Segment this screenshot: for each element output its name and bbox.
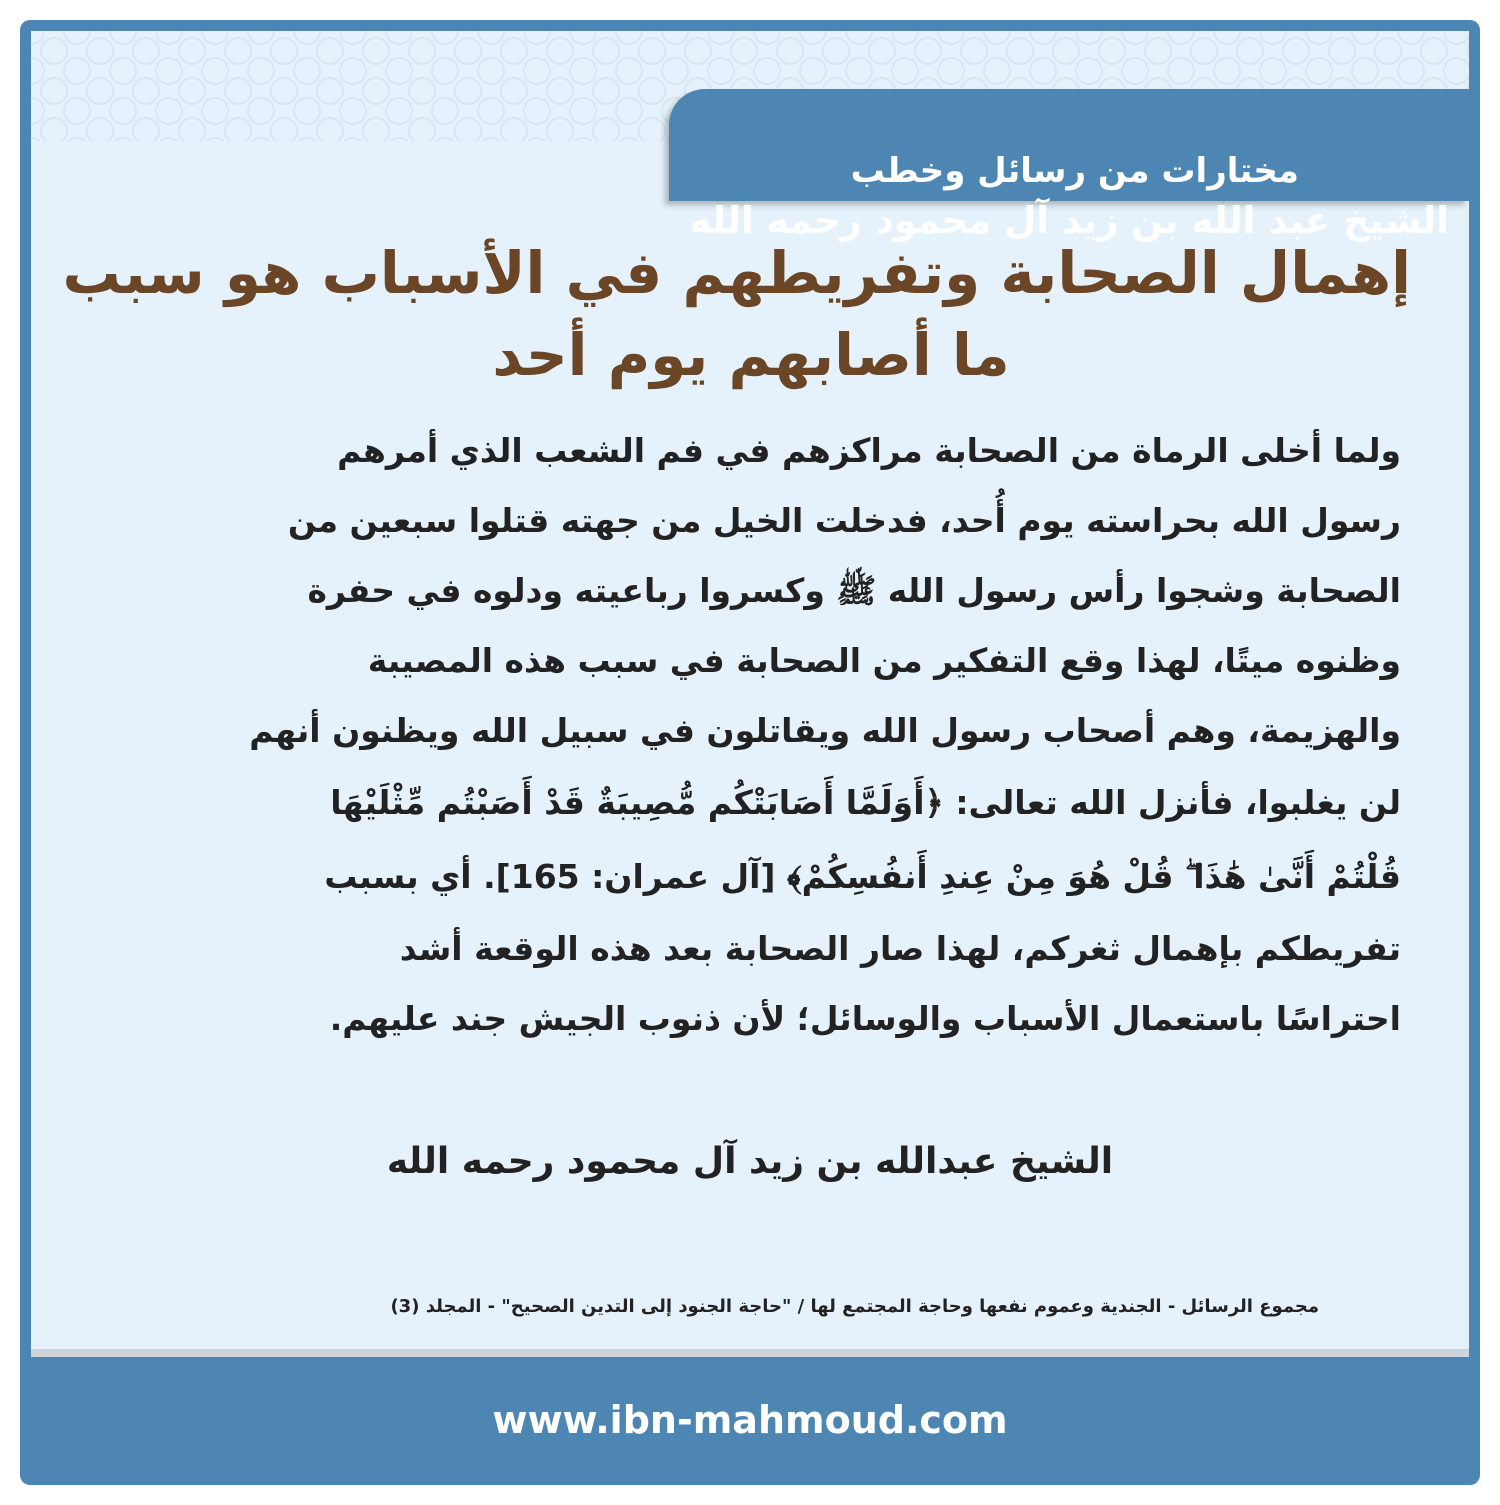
header-banner [669, 89, 1469, 242]
body-line: رسول الله بحراسته يوم أُحد، فدخلت الخيل من جهته قتلوا سبعين من [287, 501, 1401, 540]
body-line-quran: لن يغلبوا، فأنزل الله تعالى: ﴿أَوَلَمَّا أَصَابَتْكُم مُّصِيبَةٌ قَدْ أَصَبْتُم مِّثْلَيْهَا [330, 783, 1401, 822]
article-title-line-1: إهمال الصحابة وتفريطهم في الأسباب هو سبب [62, 239, 1411, 307]
body-line: ولما أخلى الرماة من الصحابة مراكزهم في فم الشعب الذي أمرهم [337, 431, 1401, 470]
source-citation: مجموع الرسائل - الجندية وعموم نفعها وحاجة المجتمع لها / "حاجة الجنود إلى التدين الصحيح" - المجلد (3) [390, 1296, 1319, 1317]
author-signature: الشيخ عبدالله بن زيد آل محمود رحمه الله [386, 1141, 1114, 1182]
article-title-line-2: ما أصابهم يوم أحد [492, 321, 1010, 389]
body-line: والهزيمة، وهم أصحاب رسول الله ويقاتلون في سبيل الله ويظنون أنهم [249, 711, 1401, 750]
header-subtitle: مختارات من رسائل وخطب [850, 151, 1299, 191]
body-line: الصحابة وشجوا رأس رسول الله ﷺ وكسروا رباعيته ودلوه في حفرة [307, 571, 1401, 610]
website-url[interactable]: www.ibn-mahmoud.com [492, 1398, 1008, 1442]
panel-divider [31, 1349, 1469, 1357]
header-author: الشيخ عبد الله بن زيد آل محمود رحمه الله [689, 199, 1449, 242]
body-line: وظنوه ميتًا، لهذا وقع التفكير من الصحابة في سبب هذه المصيبة [367, 641, 1401, 680]
body-line: تفريطكم بإهمال ثغركم، لهذا صار الصحابة بعد هذه الوقعة أشد [399, 929, 1401, 968]
content-panel [31, 31, 1469, 1356]
body-line: احتراسًا باستعمال الأسباب والوسائل؛ لأن ذنوب الجيش جند عليهم. [329, 999, 1401, 1038]
body-line-quran: قُلْتُمْ أَنَّىٰ هَٰذَا ۖ قُلْ هُوَ مِنْ عِندِ أَنفُسِكُمْ﴾ [آل عمران: 165]. أي بسبب [324, 857, 1401, 896]
